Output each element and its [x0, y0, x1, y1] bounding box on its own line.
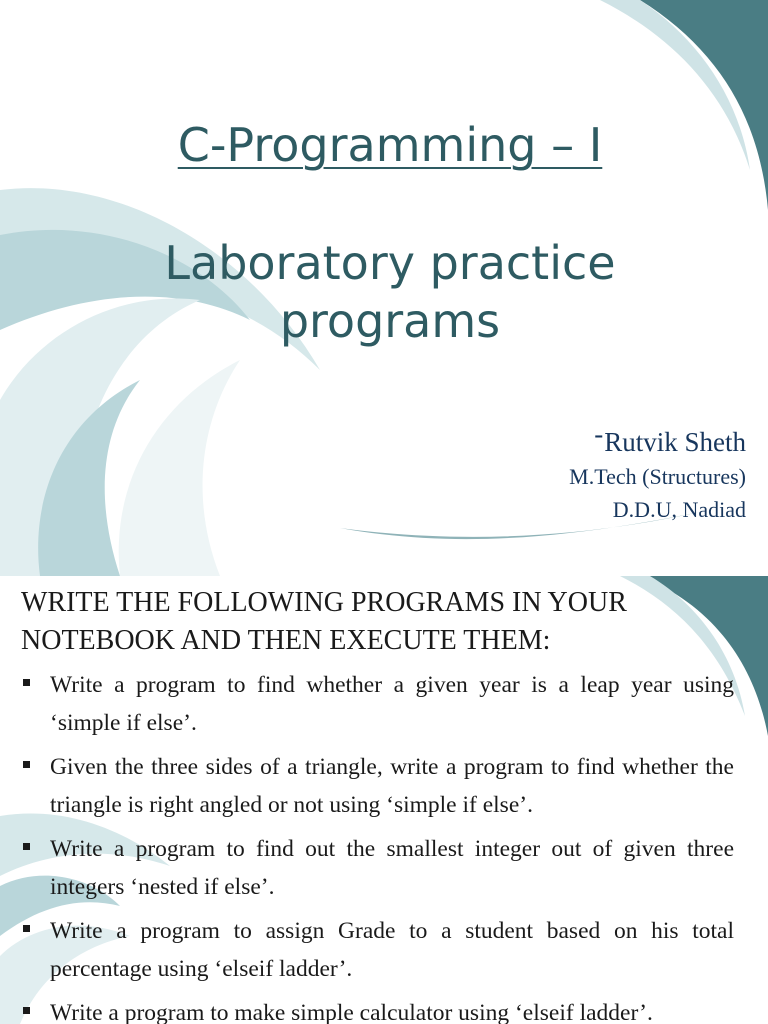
programs-slide	[0, 576, 768, 1024]
subtitle-line-2: programs	[279, 294, 501, 348]
list-item	[20, 994, 734, 1024]
author-degree: M.Tech (Structures)	[569, 464, 746, 489]
square-bullet-icon	[23, 843, 30, 850]
square-bullet-icon	[23, 1007, 30, 1014]
author-name-line	[569, 419, 746, 460]
author-dash: -	[594, 419, 604, 449]
list-item	[20, 912, 734, 988]
instructions-heading: WRITE THE FOLLOWING PROGRAMS IN YOUR NOTEBOOK AND THEN EXECUTE THEM:	[21, 587, 627, 656]
list-item-text: Write a program to make simple calculator using ‘elseif ladder’.	[50, 1000, 653, 1024]
list-item	[20, 830, 734, 906]
square-bullet-icon	[23, 761, 30, 768]
list-item	[20, 748, 734, 824]
square-bullet-icon	[23, 925, 30, 932]
subtitle-line-1: Laboratory practice	[164, 236, 616, 290]
list-item-text: Write a program to assign Grade to a student based on his total percentage using ‘elseif ladder’.	[50, 918, 734, 982]
author-institute: D.D.U, Nadiad	[612, 497, 746, 522]
program-list	[20, 666, 734, 1024]
list-item	[20, 666, 734, 742]
presentation-title: C-Programming – I	[177, 118, 603, 172]
list-item-text: Given the three sides of a triangle, write a program to find whether the triangle is right angled or not using ‘simple if else’.	[50, 754, 734, 818]
list-item-text: Write a program to find whether a given year is a leap year using ‘simple if else’.	[50, 672, 734, 736]
list-item-text: Write a program to find out the smallest integer out of given three integers ‘nested if else’.	[50, 836, 734, 900]
presentation-subtitle	[0, 234, 768, 350]
author-block	[569, 419, 746, 526]
square-bullet-icon	[23, 679, 30, 686]
author-name: Rutvik Sheth	[604, 427, 746, 457]
